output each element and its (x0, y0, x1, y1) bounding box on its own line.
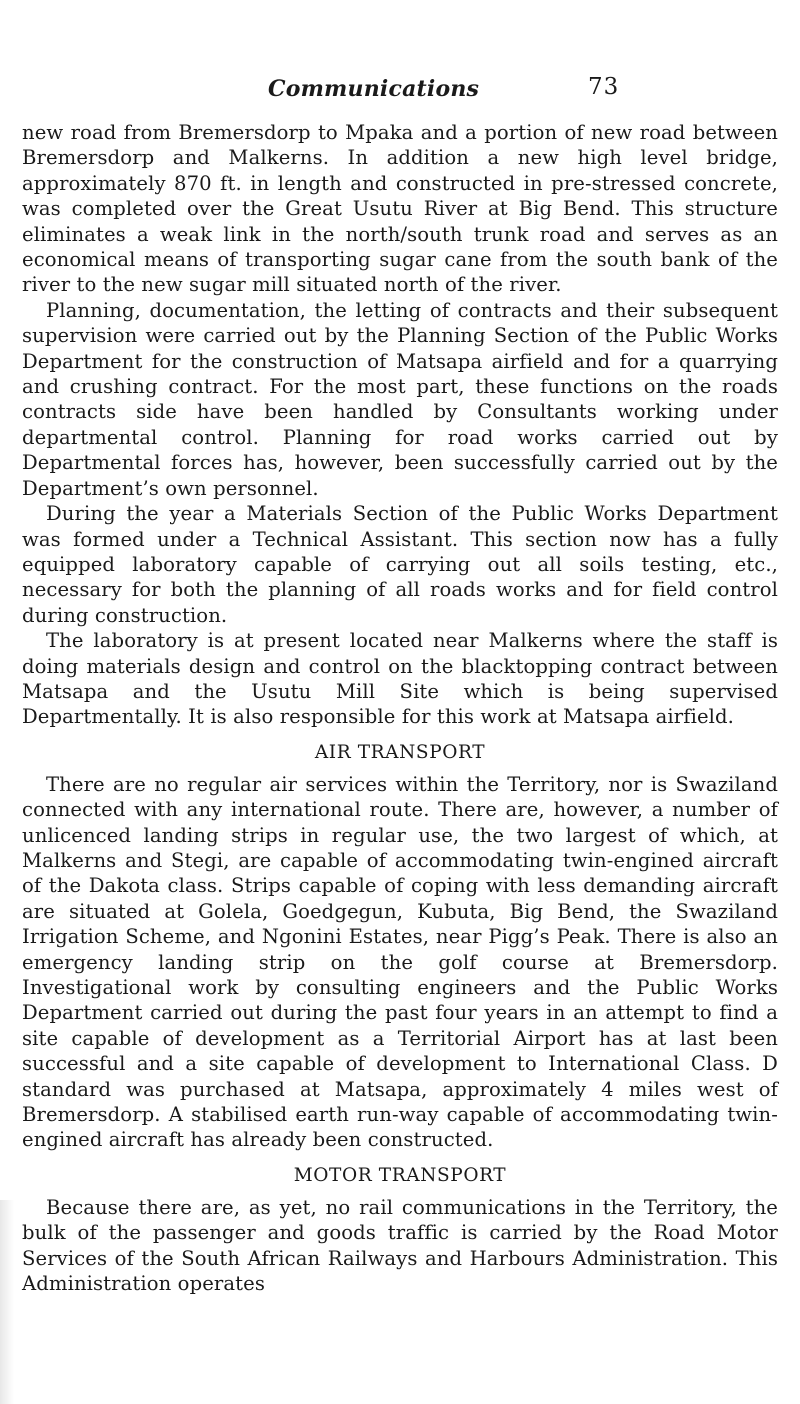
paragraph-air-transport: There are no regular air services within the Territory, nor is Swaziland connected with any international route. There are, however, a number of unlicenced landing strips in regular use, the two largest of which, at Malkerns and Stegi, are capable of accommodating twin-engined aircraft of the Dakota class. Strips capable of coping with less demanding aircraft are situated at Golela, Goedgegun, Kubuta, Big Bend, the Swaziland Irrigation Scheme, and Ngonini Estates, near Pigg’s Peak. There is also an emergency landing strip on the golf course at Bremersdorp. Investigational work by consulting engineers and the Public Works Department carried out during the past four years in an attempt to find a site capable of development as a Territorial Airport has at last been successful and a site capable of development to International Class. D standard was purchased at Matsapa, approximately 4 miles west of Bremersdorp. A stabilised earth run-way capable of accommodating twin-engined aircraft has already been constructed. (22, 772, 778, 1152)
page-number: 73 (588, 74, 620, 100)
page-edge-shadow (0, 1200, 14, 1404)
paragraph-motor-transport: Because there are, as yet, no rail communications in the Territory, the bulk of the passenger and goods traffic is carried by the Road Motor Services of the South African Railways and Harbours Administration. This Administration operates (22, 1195, 778, 1296)
body-text (22, 120, 778, 1296)
running-title: Communications (268, 76, 480, 102)
paragraph-laboratory: The laboratory is at present located near Malkerns where the staff is doing materials design and control on the blacktopping contract between Matsapa and the Usutu Mill Site which is being supervised Departmentally. It is also responsible for this work at Matsapa airfield. (22, 629, 778, 729)
heading-air-transport: AIR TRANSPORT (314, 741, 486, 763)
paragraph-materials-section: During the year a Materials Section of the Public Works Department was formed under a Technical Assistant. This section now has a fully equipped laboratory capable of carrying out all soils testing, etc., necessary for both the planning of all roads works and for field control during construction. (22, 502, 778, 627)
heading-motor-transport: MOTOR TRANSPORT (293, 1164, 507, 1186)
paragraph-planning: Planning, documentation, the letting of contracts and their subsequent supervision were carried out by the Planning Section of the Public Works Department for the construction of Matsapa airfield and for a quarrying and crushing contract. For the most part, these functions on the roads contracts side have been handled by Consultants working under departmental control. Planning for road works carried out by Departmental forces has, however, been successfully carried out by the Department’s own personnel. (22, 298, 778, 500)
running-head (0, 76, 800, 108)
paragraph-road-construction: new road from Bremersdorp to Mpaka and a portion of new road between Bremersdorp and Malkerns. In addition a new high level bridge, approximately 870 ft. in length and constructed in pre-stressed concrete, was completed over the Great Usutu River at Big Bend. This structure eliminates a weak link in the north/south trunk road and serves as an economical means of transporting sugar cane from the south bank of the river to the new sugar mill situated north of the river. (22, 121, 778, 297)
